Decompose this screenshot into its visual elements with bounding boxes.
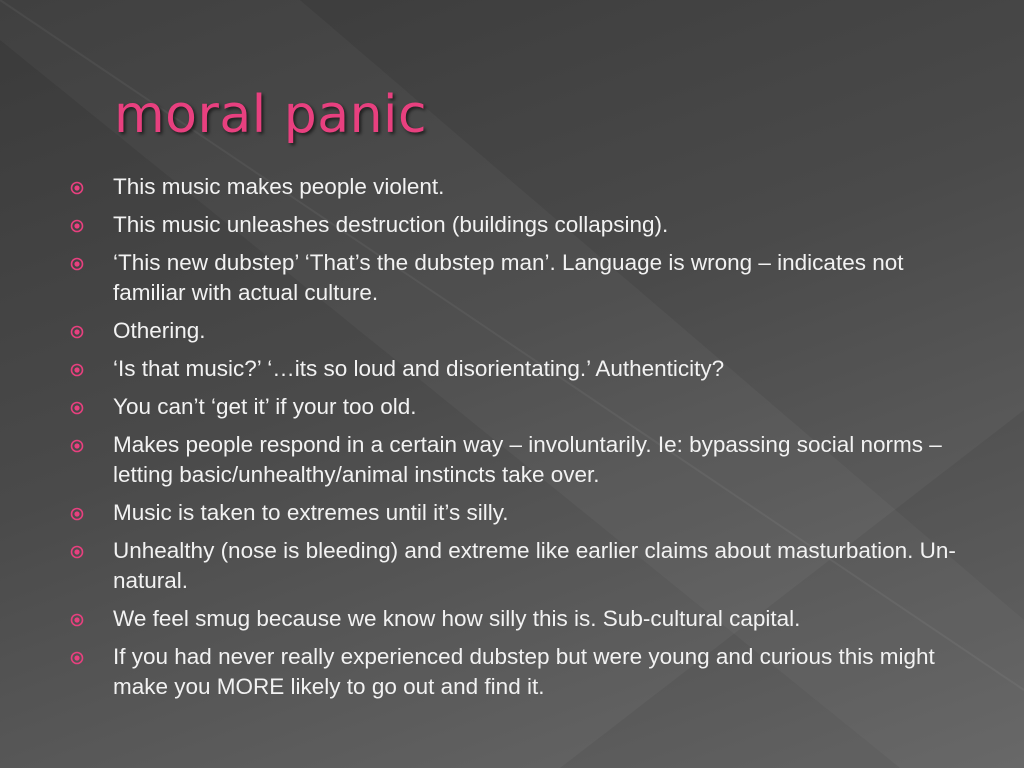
list-item — [70, 354, 970, 384]
circled-dot-icon — [70, 325, 84, 339]
circled-dot-icon — [70, 507, 84, 521]
list-item — [70, 316, 970, 346]
list-item-text: This music makes people violent. — [113, 174, 445, 199]
circled-dot-icon — [70, 613, 84, 627]
list-item — [70, 430, 970, 490]
list-item — [70, 172, 970, 202]
list-item — [70, 248, 970, 308]
circled-dot-icon — [70, 363, 84, 377]
slide-title: moral panic — [114, 85, 428, 145]
circled-dot-icon — [70, 181, 84, 195]
list-item-text: We feel smug because we know how silly this is. Sub-cultural capital. — [113, 606, 801, 631]
list-item-text: Othering. — [113, 318, 206, 343]
circled-dot-icon — [70, 545, 84, 559]
list-item-text: If you had never really experienced dubstep but were young and curious this might make you MORE likely to go out and find it. — [113, 644, 935, 699]
circled-dot-icon — [70, 439, 84, 453]
list-item-text: Unhealthy (nose is bleeding) and extreme like earlier claims about masturbation. Un-natural. — [113, 538, 956, 593]
list-item-text: Music is taken to extremes until it’s silly. — [113, 500, 509, 525]
list-item — [70, 210, 970, 240]
list-item — [70, 392, 970, 422]
list-item — [70, 536, 970, 596]
list-item-text: This music unleashes destruction (buildings collapsing). — [113, 212, 669, 237]
list-item-text: Makes people respond in a certain way – involuntarily. Ie: bypassing social norms – letting basic/unhealthy/animal instincts take over. — [113, 432, 942, 487]
circled-dot-icon — [70, 257, 84, 271]
list-item — [70, 498, 970, 528]
list-item — [70, 604, 970, 634]
list-item — [70, 642, 970, 702]
circled-dot-icon — [70, 219, 84, 233]
list-item-text: You can’t ‘get it’ if your too old. — [113, 394, 417, 419]
list-item-text: ‘This new dubstep’ ‘That’s the dubstep man’. Language is wrong – indicates not familiar with actual culture. — [113, 250, 904, 305]
list-item-text: ‘Is that music?’ ‘…its so loud and disorientating.’ Authenticity? — [113, 356, 725, 381]
circled-dot-icon — [70, 651, 84, 665]
circled-dot-icon — [70, 401, 84, 415]
bullet-list — [70, 172, 970, 710]
